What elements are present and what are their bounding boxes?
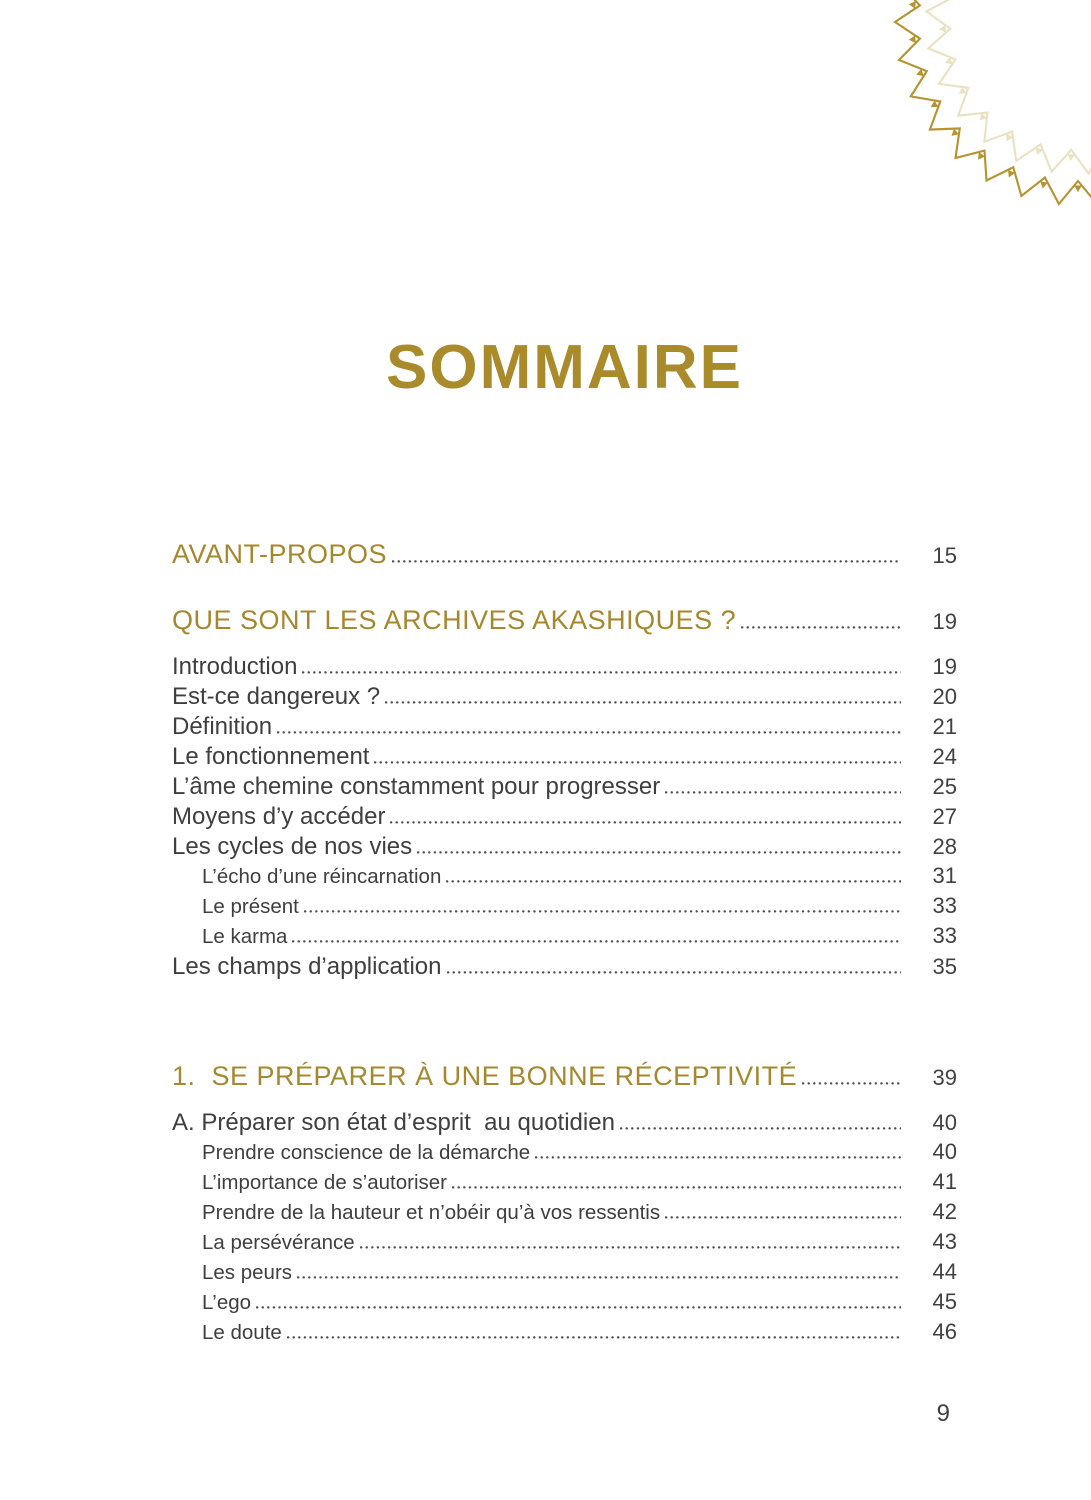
toc-entry-label: Le fonctionnement <box>172 743 370 770</box>
toc-entry-label: QUE SONT LES ARCHIVES AKASHIQUES ? <box>172 605 737 635</box>
toc-entry <box>172 923 957 953</box>
dot-leader <box>665 1216 901 1219</box>
toc-entry <box>172 1259 957 1289</box>
dot-leader <box>802 1082 901 1085</box>
toc-entry <box>172 1061 957 1097</box>
dot-leader <box>620 1127 901 1130</box>
toc-entry-label: L’importance de s’autoriser <box>202 1171 447 1194</box>
zigzag-ring-ornament-icon <box>811 0 1091 235</box>
toc-entry-page: 33 <box>932 923 957 948</box>
toc-entry <box>172 1319 957 1349</box>
toc-entry-label: Introduction <box>172 653 298 680</box>
toc-entry-page: 28 <box>932 834 957 859</box>
toc-entry <box>172 773 957 803</box>
toc-entry <box>172 1139 957 1169</box>
toc-entry-page: 19 <box>932 609 957 634</box>
toc-entry-label: Le doute <box>202 1321 282 1344</box>
toc-entry <box>172 1109 957 1139</box>
dot-leader <box>374 761 901 764</box>
dot-leader <box>417 851 901 854</box>
toc-entry <box>172 743 957 773</box>
toc-entry-page: 15 <box>932 543 957 568</box>
toc-entry-page: 39 <box>932 1065 957 1090</box>
toc-entry-page: 41 <box>932 1169 957 1194</box>
dot-leader <box>741 626 901 629</box>
toc-entry <box>172 539 957 575</box>
toc-entry <box>172 893 957 923</box>
toc-entry-label: Définition <box>172 713 273 740</box>
toc-entry <box>172 683 957 713</box>
toc-entry <box>172 833 957 863</box>
dot-leader <box>256 1306 901 1309</box>
toc-entry-page: 25 <box>932 774 957 799</box>
dot-leader <box>287 1336 901 1339</box>
dot-leader <box>447 971 902 974</box>
toc-entry-page: 31 <box>932 863 957 888</box>
toc-entry-label: Prendre conscience de la démarche <box>202 1141 531 1164</box>
toc-entry-label: 1. SE PRÉPARER À UNE BONNE RÉCEPTIVITÉ <box>172 1061 798 1091</box>
toc-entry-label: Les cycles de nos vies <box>172 833 413 860</box>
toc-entry-page: 45 <box>932 1289 957 1314</box>
toc-entry-label: L’âme chemine constamment pour progresser <box>172 773 661 800</box>
toc-entry-label: L’écho d’une réincarnation <box>202 865 442 888</box>
toc-entry-label: Est-ce dangereux ? <box>172 683 381 710</box>
toc-entry <box>172 953 957 983</box>
toc-entry <box>172 1169 957 1199</box>
toc-entry-page: 44 <box>932 1259 957 1284</box>
dot-leader <box>297 1276 901 1279</box>
dot-leader <box>385 701 901 704</box>
toc-list <box>172 539 957 1349</box>
toc-entry-label: L’ego <box>202 1291 252 1314</box>
toc-entry-page: 24 <box>932 744 957 769</box>
toc-entry-page: 19 <box>932 654 957 679</box>
toc-entry-page: 40 <box>932 1139 957 1164</box>
dot-leader <box>390 821 901 824</box>
toc-entry-label: Moyens d’y accéder <box>172 803 386 830</box>
toc-entry <box>172 803 957 833</box>
toc-entry <box>172 1289 957 1319</box>
toc-entry-page: 35 <box>932 954 957 979</box>
toc-entry-page: 21 <box>932 714 957 739</box>
dot-leader <box>304 910 901 913</box>
toc-entry <box>172 653 957 683</box>
toc-entry <box>172 1229 957 1259</box>
toc-entry-label: Les peurs <box>202 1261 293 1284</box>
dot-leader <box>292 940 901 943</box>
toc-entry-label: Les champs d’application <box>172 953 442 980</box>
toc-entry <box>172 1199 957 1229</box>
toc-entry <box>172 713 957 743</box>
toc-entry-label: Prendre de la hauteur et n’obéir qu’à vos ressentis <box>202 1201 661 1224</box>
toc-entry-page: 20 <box>932 684 957 709</box>
dot-leader <box>392 560 901 563</box>
toc-entry <box>172 605 957 641</box>
dot-leader <box>277 731 901 734</box>
toc-entry-page: 42 <box>932 1199 957 1224</box>
toc-entry-label: A. Préparer son état d’esprit au quotidien <box>172 1109 615 1136</box>
toc-entry-label: Le karma <box>202 925 288 948</box>
dot-leader <box>302 671 901 674</box>
toc-entry-page: 46 <box>932 1319 957 1344</box>
dot-leader <box>665 791 901 794</box>
toc-entry <box>172 863 957 893</box>
toc-entry-label: AVANT-PROPOS <box>172 539 388 569</box>
toc-entry-label: La persévérance <box>202 1231 355 1254</box>
dot-leader <box>452 1186 901 1189</box>
page-title: SOMMAIRE <box>386 333 743 402</box>
dot-leader <box>535 1156 901 1159</box>
toc-entry-page: 43 <box>932 1229 957 1254</box>
toc-entry-page: 33 <box>932 893 957 918</box>
dot-leader <box>360 1246 901 1249</box>
toc-page <box>172 332 957 1349</box>
toc-entry-label: Le présent <box>202 895 299 918</box>
dot-leader <box>446 880 901 883</box>
page-folio-number: 9 <box>936 1400 950 1427</box>
toc-entry-page: 40 <box>932 1110 957 1135</box>
toc-entry-page: 27 <box>932 804 957 829</box>
